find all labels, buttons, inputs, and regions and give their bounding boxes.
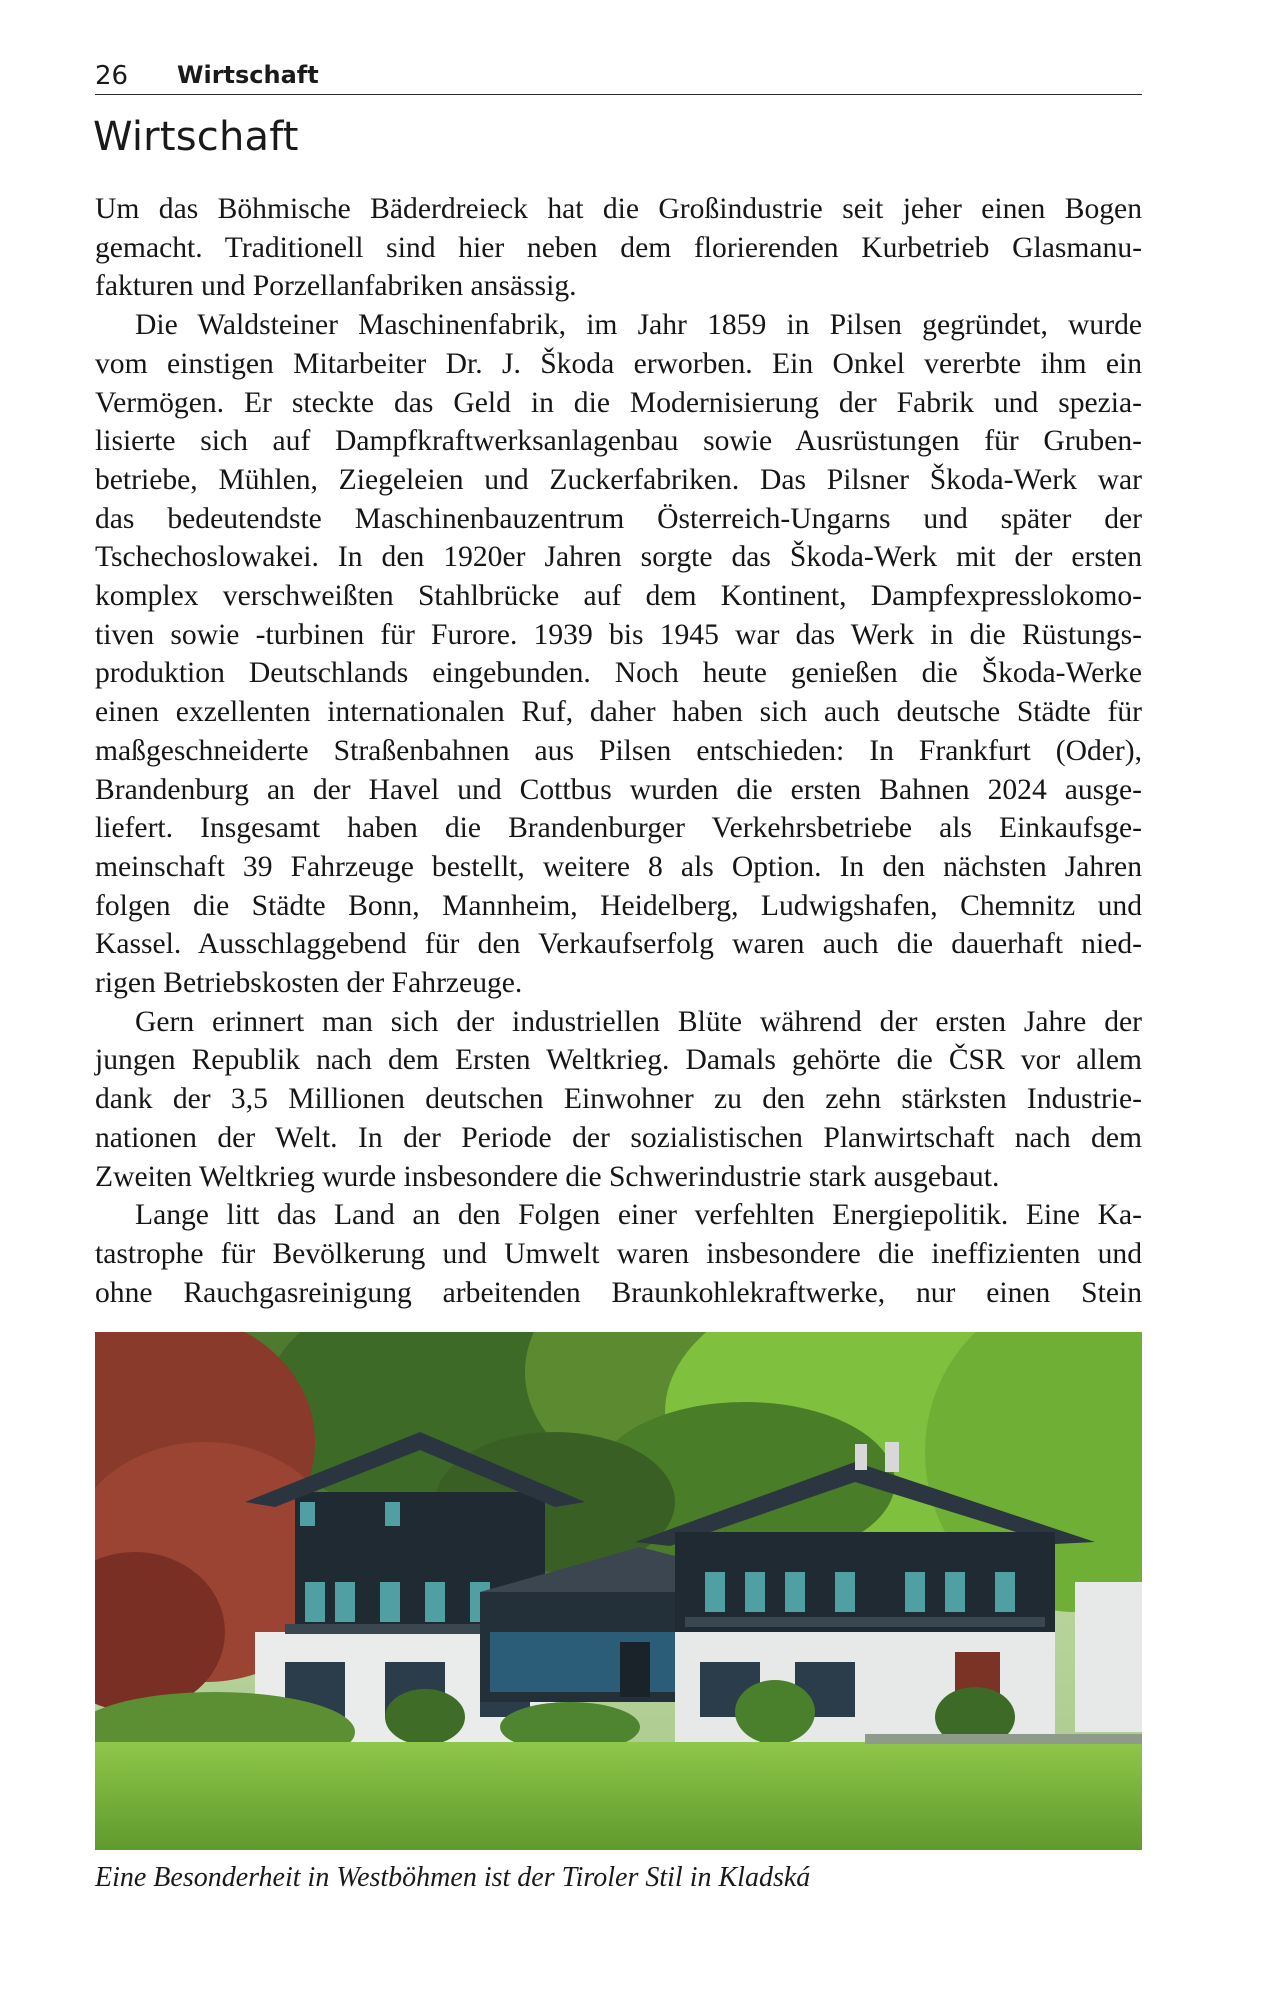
photo-tyrolean-lodge <box>95 1332 1142 1850</box>
text-line: Vermögen. Er steckte das Geld in die Modernisierung der Fabrik und spezia- <box>95 386 1142 419</box>
text-line: dank der 3,5 Millionen deutschen Einwohner zu den zehn stärksten Industrie- <box>95 1083 1142 1116</box>
text-line: Lange litt das Land an den Folgen einer verfehlten Energiepolitik. Eine Ka- <box>135 1199 1142 1232</box>
text-line: maßgeschneiderte Straßenbahnen aus Pilsen entschieden: In Frankfurt (Oder), <box>95 734 1142 767</box>
text-line: betriebe, Mühlen, Ziegeleien und Zuckerfabriken. Das Pilsner Škoda-Werk war <box>95 463 1142 496</box>
text-line: Tschechoslowakei. In den 1920er Jahren sorgte das Škoda-Werk mit der ersten <box>95 541 1142 574</box>
text-line: nationen der Welt. In der Periode der sozialistischen Planwirtschaft nach dem <box>95 1121 1142 1154</box>
running-title: Wirtschaft <box>177 61 319 89</box>
text-line: rigen Betriebskosten der Fahrzeuge. <box>95 967 523 1000</box>
text-line: jungen Republik nach dem Ersten Weltkrieg. Damals gehörte die ČSR vor allem <box>95 1044 1142 1077</box>
text-line: komplex verschweißten Stahlbrücke auf dem Kontinent, Dampfexpresslokomo- <box>95 580 1142 613</box>
text-line: gemacht. Traditionell sind hier neben dem florierenden Kurbetrieb Glasmanu- <box>95 231 1142 264</box>
text-line: Zweiten Weltkrieg wurde insbesondere die Schwerindustrie stark ausgebaut. <box>95 1160 1000 1193</box>
text-line: Die Waldsteiner Maschinenfabrik, im Jahr 1859 in Pilsen gegründet, wurde <box>135 309 1142 342</box>
text-line: tiven sowie -turbinen für Furore. 1939 bis 1945 war das Werk in die Rüstungs- <box>95 618 1142 651</box>
text-line: tastrophe für Bevölkerung und Umwelt waren insbesondere die ineffizienten und <box>95 1237 1142 1270</box>
text-line: lisierte sich auf Dampfkraftwerksanlagenbau sowie Ausrüstungen für Gruben- <box>95 425 1142 458</box>
body-text <box>95 190 1142 1312</box>
text-line: einen exzellenten internationalen Ruf, daher haben sich auch deutsche Städte für <box>95 696 1142 729</box>
text-line: Um das Böhmische Bäderdreieck hat die Großindustrie seit jeher einen Bogen <box>95 193 1142 225</box>
text-line: Kassel. Ausschlaggebend für den Verkaufserfolg waren auch die dauerhaft nied- <box>95 928 1142 961</box>
text-line: ohne Rauchgasreinigung arbeitenden Braunkohlekraftwerke, nur einen Stein <box>95 1276 1142 1309</box>
text-line: fakturen und Porzellanfabriken ansässig. <box>95 270 577 303</box>
text-line: meinschaft 39 Fahrzeuge bestellt, weitere 8 als Option. In den nächsten Jahren <box>95 850 1142 883</box>
figure-caption: Eine Besonderheit in Westböhmen ist der Tiroler Stil in Kladská <box>95 1862 811 1893</box>
text-line: folgen die Städte Bonn, Mannheim, Heidelberg, Ludwigshafen, Chemnitz und <box>95 889 1142 922</box>
text-line: das bedeutendste Maschinenbauzentrum Österreich-Ungarns und später der <box>95 502 1142 535</box>
text-line: liefert. Insgesamt haben die Brandenburger Verkehrsbetriebe als Einkaufsge- <box>95 812 1142 845</box>
running-header <box>95 60 1142 95</box>
text-line: vom einstigen Mitarbeiter Dr. J. Škoda erworben. Ein Onkel vererbte ihm ein <box>95 347 1142 380</box>
section-heading: Wirtschaft <box>93 114 299 160</box>
page-number: 26 <box>95 61 129 91</box>
text-line: Gern erinnert man sich der industriellen Blüte während der ersten Jahre der <box>135 1005 1142 1038</box>
text-line: produktion Deutschlands eingebunden. Noch heute genießen die Škoda-Werke <box>95 657 1142 690</box>
text-line: Brandenburg an der Havel und Cottbus wurden die ersten Bahnen 2024 ausge- <box>95 773 1142 806</box>
